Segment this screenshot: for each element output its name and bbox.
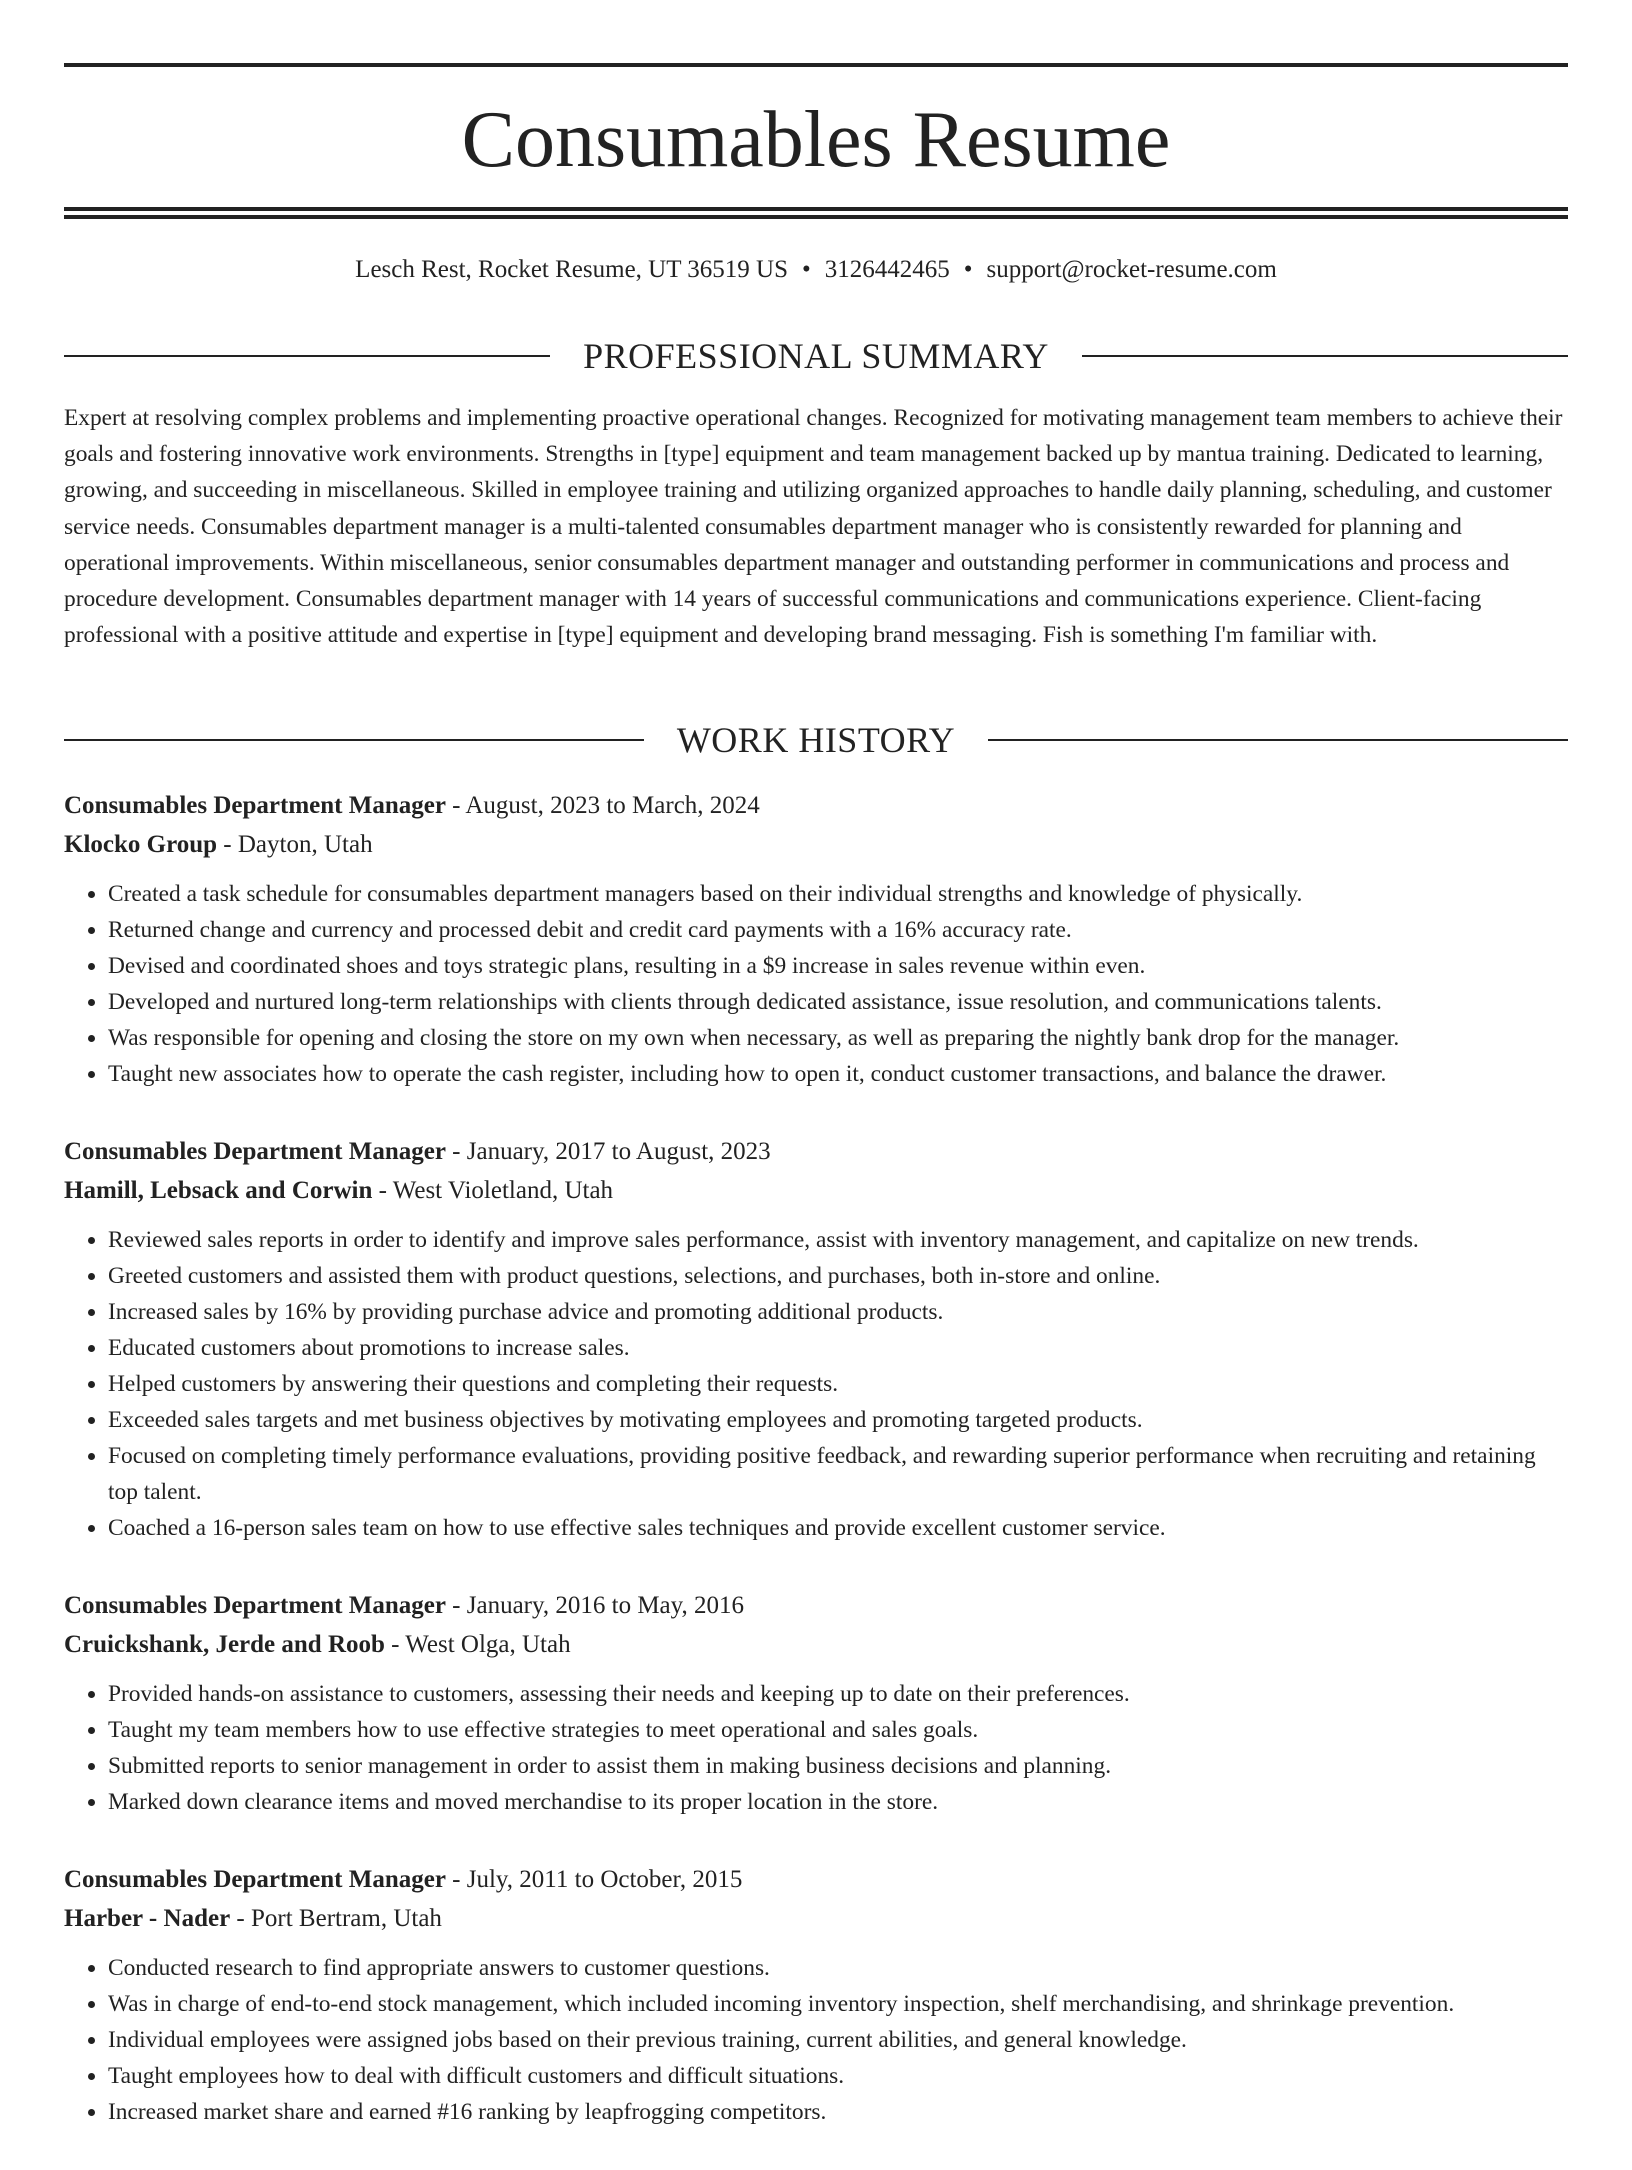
- job-title-line: [64, 1860, 1568, 1899]
- job-title: Consumables Department Manager: [64, 1866, 446, 1893]
- job-entry: [64, 1586, 1568, 1820]
- job-company-line: [64, 1171, 1568, 1210]
- title-double-rule-lower: [64, 215, 1568, 219]
- title-double-rule-upper: [64, 207, 1568, 211]
- job-entry: [64, 786, 1568, 1092]
- contact-separator: •: [963, 256, 973, 283]
- section-heading-work-history: [64, 720, 1568, 760]
- heading-rule-left: [64, 355, 550, 357]
- job-bullet-list: [64, 1950, 1568, 2130]
- job-title-line: [64, 1586, 1568, 1625]
- job-bullet: • Focused on completing timely performance evaluations, providing positive feedback, and rewarding superior performance when recruiting and retaining top talent.: [108, 1438, 1568, 1510]
- heading-rule-left: [64, 739, 644, 741]
- contact-address: Lesch Rest, Rocket Resume, UT 36519 US: [355, 256, 788, 283]
- job-company: Klocko Group: [64, 831, 218, 858]
- job-location: - Port Bertram, Utah: [230, 1905, 442, 1932]
- job-bullet: • Returned change and currency and processed debit and credit card payments with a 16% accuracy rate.: [108, 912, 1568, 948]
- section-heading-summary: [64, 336, 1568, 376]
- job-bullet: • Reviewed sales reports in order to identify and improve sales performance, assist with inventory management, and capitalize on new trends.: [108, 1222, 1568, 1258]
- job-bullet: • Was in charge of end-to-end stock management, which included incoming inventory inspection, shelf merchandising, and shrinkage prevention.: [108, 1986, 1568, 2022]
- contact-separator: •: [802, 256, 811, 283]
- professional-summary-text: Expert at resolving complex problems and implementing proactive operational changes. Recognized for motivating management team members to achieve their goals and fostering innovative work environments. Strengths in [type] equipment and team management backed up by mantua training. Dedicated to learning, growing, and succeeding in miscellaneous. Skilled in employee training and utilizing organized approaches to handle daily planning, scheduling, and customer service needs. Consumables department manager is a multi-talented consumables department manager who is consistently rewarded for planning and operational improvements. Within miscellaneous, senior consumables department manager and outstanding performer in communications and process and procedure development. Consumables department manager with 14 years of successful communications and communications experience. Client-facing professional with a positive attitude and expertise in [type] equipment and developing brand messaging. Fish is something I'm familiar with.: [64, 405, 1563, 649]
- job-bullet-list: [64, 876, 1568, 1092]
- job-title: Consumables Department Manager: [64, 792, 446, 819]
- job-bullet-list: [64, 1676, 1568, 1820]
- top-rule: [64, 63, 1568, 67]
- job-company: Hamill, Lebsack and Corwin: [64, 1177, 373, 1204]
- contact-email: support@rocket-resume.com: [986, 256, 1277, 283]
- job-company-line: [64, 1625, 1568, 1664]
- job-bullet: • Increased market share and earned #16 ranking by leapfrogging competitors.: [108, 2094, 1568, 2130]
- job-title: Consumables Department Manager: [64, 1138, 446, 1165]
- job-bullet: • Taught my team members how to use effective strategies to meet operational and sales goals.: [108, 1712, 1568, 1748]
- job-bullet: • Coached a 16-person sales team on how to use effective sales techniques and provide excellent customer service.: [108, 1510, 1568, 1546]
- job-dates: - January, 2016 to May, 2016: [445, 1592, 745, 1619]
- contact-line: [64, 255, 1568, 285]
- work-history-list: [64, 786, 1568, 2170]
- job-entry: [64, 1860, 1568, 2130]
- job-bullet: • Individual employees were assigned jobs based on their previous training, current abilities, and general knowledge.: [108, 2022, 1568, 2058]
- section-heading-label: PROFESSIONAL SUMMARY: [583, 336, 1049, 376]
- job-bullet-list: [64, 1222, 1568, 1546]
- job-title-line: [64, 1132, 1568, 1171]
- job-bullet: • Taught new associates how to operate the cash register, including how to open it, conduct customer transactions, and balance the drawer.: [108, 1056, 1568, 1092]
- job-company-line: [64, 1899, 1568, 1938]
- job-bullet: • Helped customers by answering their questions and completing their requests.: [108, 1366, 1568, 1402]
- job-bullet: • Conducted research to find appropriate answers to customer questions.: [108, 1950, 1568, 1986]
- job-bullet: • Submitted reports to senior management in order to assist them in making business decisions and planning.: [108, 1748, 1568, 1784]
- job-location: - Dayton, Utah: [217, 831, 373, 858]
- job-bullet: • Greeted customers and assisted them with product questions, selections, and purchases, both in-store and online.: [108, 1258, 1568, 1294]
- job-bullet: • Increased sales by 16% by providing purchase advice and promoting additional products.: [108, 1294, 1568, 1330]
- job-bullet: • Developed and nurtured long-term relationships with clients through dedicated assistance, issue resolution, and communications talents.: [108, 984, 1568, 1020]
- job-dates: - July, 2011 to October, 2015: [445, 1866, 743, 1893]
- job-location: - West Violetland, Utah: [372, 1177, 614, 1204]
- job-bullet: • Provided hands-on assistance to customers, assessing their needs and keeping up to date on their preferences.: [108, 1676, 1568, 1712]
- heading-rule-right: [988, 739, 1568, 741]
- job-dates: - August, 2023 to March, 2024: [445, 792, 760, 819]
- job-bullet: • Created a task schedule for consumables department managers based on their individual strengths and knowledge of physically.: [108, 876, 1568, 912]
- job-bullet: • Devised and coordinated shoes and toys strategic plans, resulting in a $9 increase in sales revenue within even.: [108, 948, 1568, 984]
- job-entry: [64, 1132, 1568, 1546]
- job-bullet: • Taught employees how to deal with difficult customers and difficult situations.: [108, 2058, 1568, 2094]
- page-title: Consumables Resume: [461, 96, 1171, 184]
- job-bullet: • Was responsible for opening and closing the store on my own when necessary, as well as preparing the nightly bank drop for the manager.: [108, 1020, 1568, 1056]
- job-company-line: [64, 825, 1568, 864]
- job-company: Cruickshank, Jerde and Roob: [64, 1631, 385, 1658]
- contact-phone: 3126442465: [824, 256, 950, 283]
- job-bullet: • Educated customers about promotions to increase sales.: [108, 1330, 1568, 1366]
- job-location: - West Olga, Utah: [384, 1631, 571, 1658]
- job-bullet: • Marked down clearance items and moved merchandise to its proper location in the store.: [108, 1784, 1568, 1820]
- job-company: Harber - Nader: [64, 1905, 231, 1932]
- job-title: Consumables Department Manager: [64, 1592, 446, 1619]
- job-bullet: • Exceeded sales targets and met business objectives by motivating employees and promoting targeted products.: [108, 1402, 1568, 1438]
- heading-rule-right: [1082, 355, 1568, 357]
- job-title-line: [64, 786, 1568, 825]
- section-heading-label: WORK HISTORY: [676, 720, 956, 760]
- job-dates: - January, 2017 to August, 2023: [445, 1138, 771, 1165]
